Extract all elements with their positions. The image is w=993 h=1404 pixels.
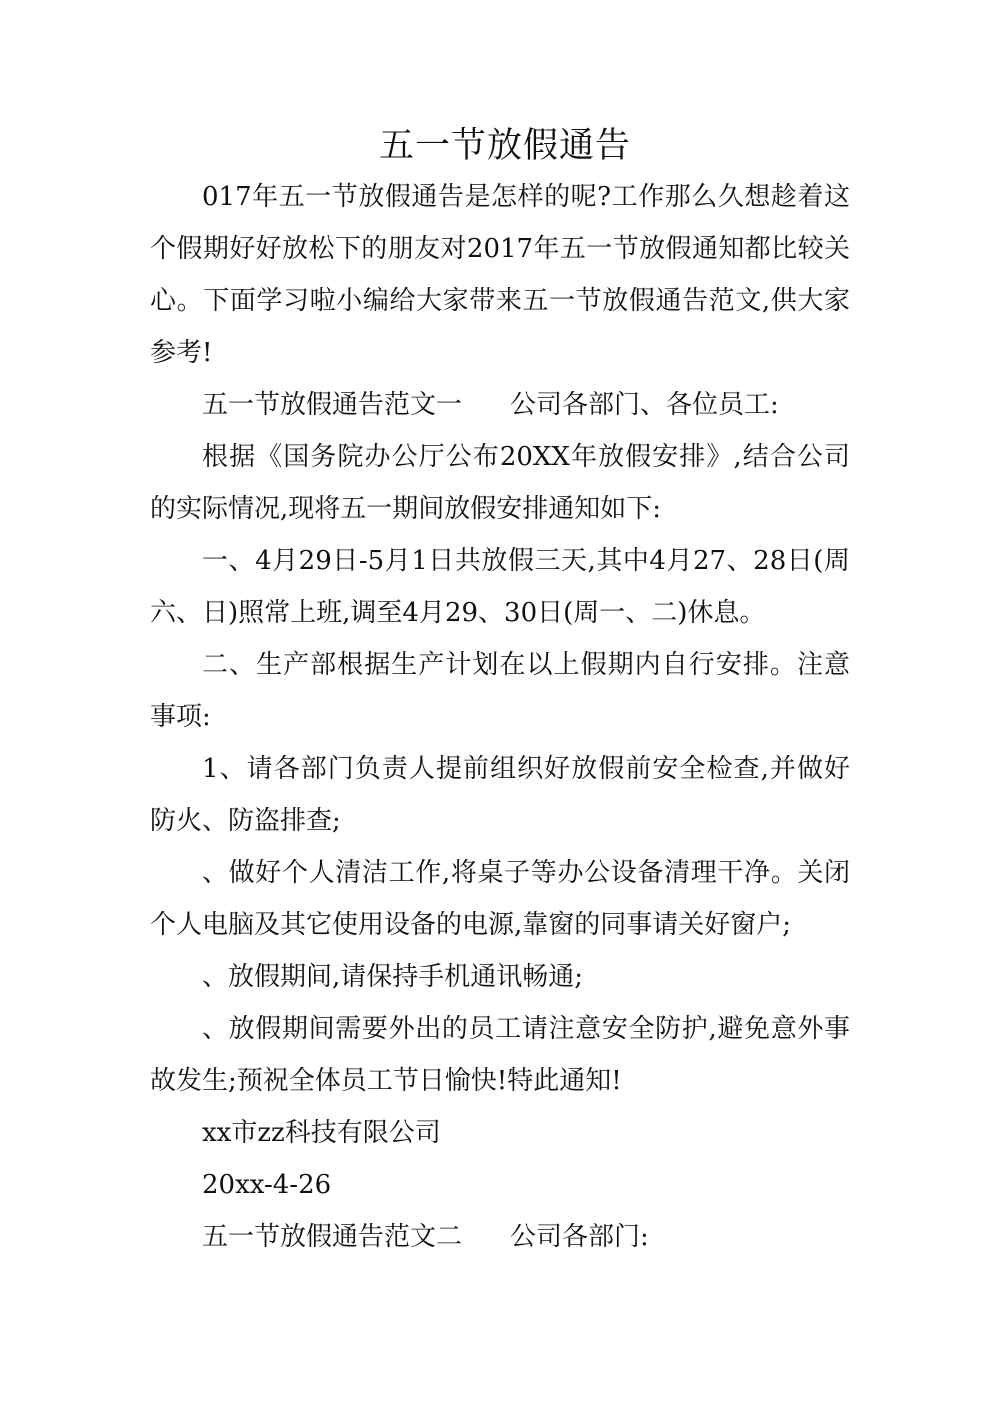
document-body <box>150 171 850 1263</box>
signature-date: 20xx-4-26 <box>202 1170 332 1200</box>
safety-check-item: 1、请各部门负责人提前组织好放假前安全检查,并做好防火、防盗排查; <box>150 754 850 836</box>
sample-one-recipient: 公司各部门、各位员工: <box>510 390 779 420</box>
sample-one-heading: 五一节放假通告范文一 <box>202 390 463 420</box>
phone-contact-item: 、放假期间,请保持手机通讯畅通; <box>202 962 584 992</box>
signature-company: xx市zz科技有限公司 <box>202 1118 441 1148</box>
notice-basis-paragraph: 根据《国务院办公厅公布20XX年放假安排》,结合公司的实际情况,现将五一期间放假安排通知如下: <box>150 442 850 524</box>
travel-safety-item: 、放假期间需要外出的员工请注意安全防护,避免意外事故发生;预祝全体员工节日愉快!特此通知! <box>150 1014 850 1096</box>
sample-one-heading-line <box>150 379 850 431</box>
sample-two-recipient: 公司各部门: <box>510 1222 649 1252</box>
document-title: 五一节放假通告 <box>378 126 631 166</box>
holiday-schedule-paragraph: 一、4月29日-5月1日共放假三天,其中4月27、28日(周六、日)照常上班,调至4月29、30日(周一、二)休息。 <box>150 546 850 628</box>
cleaning-item: 、做好个人清洁工作,将桌子等办公设备清理干净。关闭个人电脑及其它使用设备的电源,靠窗的同事请关好窗户; <box>150 858 850 940</box>
sample-two-heading: 五一节放假通告范文二 <box>202 1222 463 1252</box>
intro-paragraph: 017年五一节放假通告是怎样的呢?工作那么久想趁着这个假期好好放松下的朋友对2017年五一节放假通知都比较关心。下面学习啦小编给大家带来五一节放假通告范文,供大家参考! <box>150 182 850 368</box>
production-arrangement-paragraph: 二、生产部根据生产计划在以上假期内自行安排。注意事项: <box>150 650 850 732</box>
sample-two-heading-line <box>150 1211 850 1263</box>
